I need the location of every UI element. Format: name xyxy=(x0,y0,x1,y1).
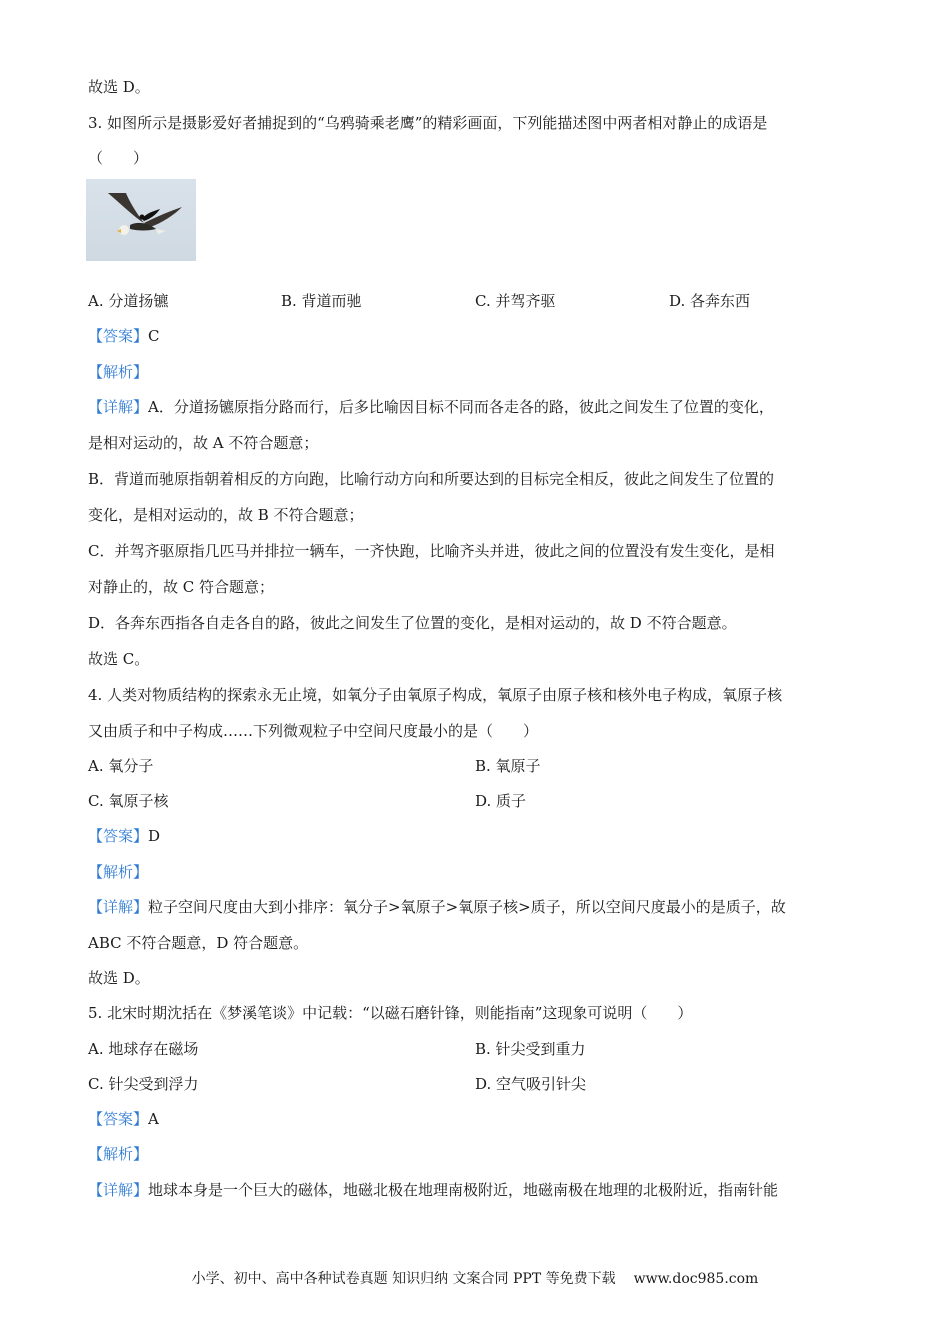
q5-option-a: A. 地球存在磁场 xyxy=(88,1040,199,1058)
q4-conclusion: 故选 D。 xyxy=(88,969,150,987)
q3-conclusion: 故选 C。 xyxy=(88,650,150,668)
q4-detail-1 xyxy=(88,896,786,918)
q4-answer xyxy=(88,825,160,847)
footer-text: 小学、初中、高中各种试卷真题 知识归纳 文案合同 PPT 等免费下载 xyxy=(191,1271,616,1287)
q4-analysis-tag xyxy=(88,861,148,883)
q3-detail-1 xyxy=(88,396,774,418)
q2-conclusion: 故选 D。 xyxy=(88,78,150,96)
q3-stem: 3. 如图所示是摄影爱好者捕捉到的“乌鸦骑乘老鹰”的精彩画面，下列能描述图中两者相对静止的成语是 xyxy=(88,114,768,132)
q5-analysis-tag xyxy=(88,1143,148,1165)
q5-option-c: C. 针尖受到浮力 xyxy=(88,1075,199,1093)
q5-answer xyxy=(88,1108,159,1130)
answer-tag: 【答案】 xyxy=(88,327,149,345)
q4-detail-2: ABC 不符合题意，D 符合题意。 xyxy=(88,934,309,952)
q4-stem-1: 4. 人类对物质结构的探索永无止境，如氧分子由氧原子构成，氧原子由原子核和核外电子构成，氧原子核 xyxy=(88,686,783,704)
analysis-tag: 【解析】 xyxy=(88,363,149,381)
q3-option-b: B. 背道而驰 xyxy=(281,292,362,310)
q4-answer-value: D xyxy=(148,827,161,845)
q4-option-d: D. 质子 xyxy=(475,792,527,810)
q3-paren: （ ） xyxy=(88,149,149,167)
eagle-crow-image xyxy=(86,179,196,261)
detail-tag: 【详解】 xyxy=(88,898,149,916)
footer-url[interactable]: www.doc985.com xyxy=(633,1271,759,1287)
analysis-tag: 【解析】 xyxy=(88,1145,149,1163)
q5-detail-text-1: 地球本身是一个巨大的磁体，地磁北极在地理南极附近，地磁南极在地理的北极附近，指南针能 xyxy=(148,1181,779,1199)
answer-tag: 【答案】 xyxy=(88,827,149,845)
q3-detail-2: 是相对运动的，故 A 不符合题意； xyxy=(88,434,319,452)
q3-detail-text-1: A．分道扬镳原指分路而行，后多比喻因目标不同而各走各的路，彼此之间发生了位置的变化， xyxy=(148,398,774,416)
q5-option-d: D. 空气吸引针尖 xyxy=(475,1075,587,1093)
q3-analysis-tag xyxy=(88,361,148,383)
analysis-tag: 【解析】 xyxy=(88,863,149,881)
detail-tag: 【详解】 xyxy=(88,1181,149,1199)
q5-option-b: B. 针尖受到重力 xyxy=(475,1040,586,1058)
q4-stem-2: 又由质子和中子构成……下列微观粒子中空间尺度最小的是（ ） xyxy=(88,722,539,740)
q3-detail-4: 变化，是相对运动的，故 B 不符合题意； xyxy=(88,506,364,524)
q3-detail-5: C．并驾齐驱原指几匹马并排拉一辆车，一齐快跑，比喻齐头并进，彼此之间的位置没有发生变化，是相 xyxy=(88,542,775,560)
q3-detail-3: B．背道而驰原指朝着相反的方向跑，比喻行动方向和所要达到的目标完全相反，彼此之间发生了位置的 xyxy=(88,470,775,488)
eagle-crow-photo xyxy=(86,179,196,261)
q4-option-c: C. 氧原子核 xyxy=(88,792,169,810)
page-footer xyxy=(0,1268,950,1290)
answer-tag: 【答案】 xyxy=(88,1110,149,1128)
q4-detail-text-1: 粒子空间尺度由大到小排序：氧分子>氧原子>氧原子核>质子，所以空间尺度最小的是质子，故 xyxy=(148,898,786,916)
q5-detail-1 xyxy=(88,1179,778,1201)
q4-option-b: B. 氧原子 xyxy=(475,757,541,775)
q3-answer xyxy=(88,325,160,347)
q3-detail-6: 对静止的，故 C 符合题意； xyxy=(88,578,275,596)
q3-answer-value: C xyxy=(148,327,160,345)
q3-detail-7: D．各奔东西指各自走各自的路，彼此之间发生了位置的变化，是相对运动的，故 D 不符合题意。 xyxy=(88,614,737,632)
q4-option-a: A. 氧分子 xyxy=(88,757,154,775)
q3-option-c: C. 并驾齐驱 xyxy=(475,292,556,310)
detail-tag: 【详解】 xyxy=(88,398,149,416)
q3-option-d: D. 各奔东西 xyxy=(669,292,751,310)
q3-option-a: A. 分道扬镳 xyxy=(88,292,169,310)
q5-answer-value: A xyxy=(148,1110,159,1128)
q5-stem: 5. 北宋时期沈括在《梦溪笔谈》中记载：“以磁石磨针锋，则能指南”这现象可说明（ ） xyxy=(88,1004,693,1022)
